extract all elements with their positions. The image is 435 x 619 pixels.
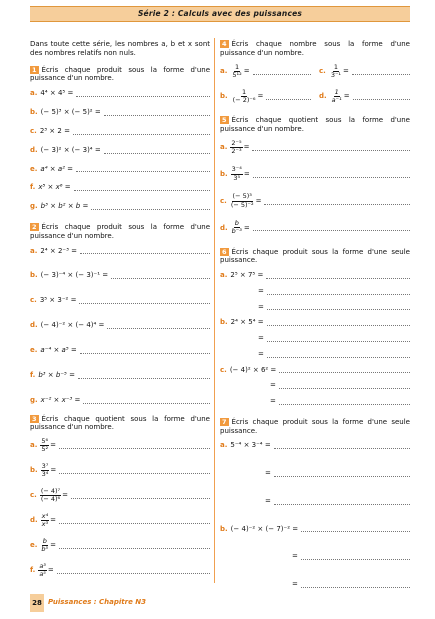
denominator: (− 2)⁻⁶ xyxy=(232,95,256,104)
answer-line[interactable] xyxy=(220,287,410,296)
item-label: b. xyxy=(30,271,38,280)
expression: 2³ × 2 = xyxy=(39,126,70,135)
answer-dots[interactable] xyxy=(264,198,410,205)
equals-sign: = xyxy=(255,196,262,205)
denominator: x³ xyxy=(41,519,49,528)
expression: x⁵ × x⁶ = xyxy=(38,183,71,192)
answer-line[interactable] xyxy=(30,538,210,553)
exercise-5-items xyxy=(220,140,410,236)
denominator: (− 5)⁻² xyxy=(230,200,254,209)
exercise-number: 6 xyxy=(222,247,227,256)
denominator: 3⁻¹ xyxy=(330,70,341,79)
item-label: a. xyxy=(220,271,228,280)
item-label: g. xyxy=(30,395,38,404)
fraction xyxy=(231,220,243,235)
answer-dots[interactable] xyxy=(74,184,210,191)
exercise-number: 7 xyxy=(222,417,227,426)
exercise-instruction: Écris chaque produit sous la forme d'une puissance d'un nombre. xyxy=(30,65,210,83)
item-label: b. xyxy=(220,169,228,178)
numerator: (− 5)³ xyxy=(232,192,252,201)
exercise-4-heading xyxy=(220,40,410,58)
expression: (− 5)³ × (− 5)² = xyxy=(40,107,101,116)
answer-line[interactable] xyxy=(30,89,210,98)
equals-sign: = xyxy=(343,92,350,101)
equals-sign: = xyxy=(243,66,250,75)
item-label: g. xyxy=(30,202,38,211)
answer-dots[interactable] xyxy=(279,382,410,389)
answer-line[interactable] xyxy=(30,296,210,305)
expression: 2⁴ × 2⁻³ = xyxy=(40,246,78,255)
item-label: b. xyxy=(220,524,228,533)
item-label: c. xyxy=(30,296,37,305)
answer-line[interactable] xyxy=(220,220,410,235)
item-label: a. xyxy=(30,246,38,255)
answer-dots[interactable] xyxy=(111,272,210,279)
left-column xyxy=(30,40,210,578)
intro-text: Dans toute cette série, les nombres a, b et x sont des nombres relatifs non nuls. xyxy=(30,40,210,57)
answer-dots[interactable] xyxy=(104,147,210,154)
answer-dots[interactable] xyxy=(279,398,410,405)
answer-dots[interactable] xyxy=(59,442,210,449)
exercise-instruction: Écris chaque produit sous la forme d'une seule puissance. xyxy=(220,247,410,265)
series-title: Série 2 : Calculs avec des puissances xyxy=(30,6,410,22)
answer-dots[interactable] xyxy=(104,109,210,116)
denominator: a⁻¹ xyxy=(331,95,342,104)
item-label: c. xyxy=(30,126,37,135)
expression: (− 3)⁻⁴ × (− 3)⁻¹ = xyxy=(40,271,109,280)
answer-line[interactable] xyxy=(220,350,410,359)
denominator: 2⁻³ xyxy=(231,146,242,155)
answer-line[interactable] xyxy=(220,525,410,534)
answer-line[interactable] xyxy=(30,271,210,280)
exercise-7-items xyxy=(220,441,410,589)
numerator: 3⁻⁴ xyxy=(231,165,242,174)
answer-line[interactable] xyxy=(30,563,210,578)
answer-dots[interactable] xyxy=(80,347,210,354)
expression: x⁻² × x⁻³ = xyxy=(40,395,81,404)
answer-line[interactable] xyxy=(220,89,311,104)
answer-dots[interactable] xyxy=(274,498,410,505)
answer-dots[interactable] xyxy=(253,171,410,178)
answer-line[interactable] xyxy=(220,552,410,561)
expression: 2⁴ × 5⁴ = xyxy=(230,318,264,327)
item-label: a. xyxy=(30,89,38,97)
answer-dots[interactable] xyxy=(253,224,410,231)
equals-sign: = xyxy=(243,169,250,178)
exercise-3-heading xyxy=(30,415,210,433)
equals-sign: = xyxy=(258,286,264,295)
answer-dots[interactable] xyxy=(267,303,410,310)
answer-line[interactable] xyxy=(30,438,210,453)
answer-line[interactable] xyxy=(319,64,410,79)
answer-dots[interactable] xyxy=(59,517,210,524)
fraction xyxy=(40,488,61,503)
answer-line[interactable] xyxy=(220,166,410,181)
equals-sign: = xyxy=(50,466,57,475)
item-label: d. xyxy=(30,516,38,525)
page-footer xyxy=(30,594,230,612)
item-label: d. xyxy=(30,321,38,330)
denominator: 3⁴ xyxy=(41,470,49,479)
chapter-title: Puissances : Chapitre N3 xyxy=(48,598,147,606)
numerator: 3⁷ xyxy=(41,461,49,470)
equals-sign: = xyxy=(292,580,298,589)
exercise-1-heading xyxy=(30,66,210,84)
answer-line[interactable] xyxy=(220,397,410,406)
answer-dots[interactable] xyxy=(59,467,210,474)
numerator: 1 xyxy=(333,62,338,71)
expression: (− 4)² × 6² = xyxy=(229,365,277,374)
exercise-6-items xyxy=(220,271,410,406)
item-label: e. xyxy=(30,346,38,354)
equals-sign: = xyxy=(47,565,54,574)
answer-line[interactable] xyxy=(220,334,410,343)
exercise-number: 3 xyxy=(32,414,37,423)
item-label: f. xyxy=(30,183,36,192)
item-label: b. xyxy=(30,466,38,475)
answer-line[interactable] xyxy=(30,247,210,256)
item-label: f. xyxy=(30,370,36,379)
answer-line[interactable] xyxy=(220,580,410,589)
denominator: b⁵ xyxy=(41,544,49,553)
answer-dots[interactable] xyxy=(107,322,210,329)
fraction xyxy=(231,166,243,181)
column-divider xyxy=(214,38,215,583)
item-label: e. xyxy=(30,164,38,173)
answer-dots[interactable] xyxy=(266,93,311,100)
equals-sign: = xyxy=(257,92,264,101)
equals-sign: = xyxy=(258,349,264,358)
item-label: f. xyxy=(30,565,36,574)
answer-line[interactable] xyxy=(220,497,410,506)
denominator: a⁵ xyxy=(39,569,46,578)
exercise-5-heading xyxy=(220,116,410,134)
fraction xyxy=(232,89,257,104)
denominator: 3⁵ xyxy=(233,173,241,182)
equals-sign: = xyxy=(343,66,349,75)
equals-sign: = xyxy=(270,397,276,406)
numerator: b xyxy=(42,536,47,545)
expression: a⁻⁴ × a⁵ = xyxy=(40,346,77,354)
numerator: 1 xyxy=(334,87,339,96)
item-label: a. xyxy=(220,142,228,151)
answer-dots[interactable] xyxy=(301,553,410,560)
expression: 2⁵ × 7⁵ = xyxy=(230,271,264,280)
expression: (− 4)⁻² × (− 7)⁻² = xyxy=(230,524,299,533)
answer-line[interactable] xyxy=(220,193,410,208)
exercise-number: 2 xyxy=(32,223,37,231)
answer-line[interactable] xyxy=(30,146,210,155)
answer-line[interactable] xyxy=(220,469,410,478)
item-label: e. xyxy=(30,541,38,550)
exercise-1-items xyxy=(30,89,210,211)
exercise-7-heading xyxy=(220,418,410,436)
expression: b³ × b⁻⁵ = xyxy=(38,370,75,379)
equals-sign: = xyxy=(62,491,69,500)
exercise-number: 5 xyxy=(222,116,227,125)
answer-line[interactable] xyxy=(220,140,410,155)
item-label: c. xyxy=(319,66,326,75)
item-label: b. xyxy=(30,107,38,116)
answer-dots[interactable] xyxy=(73,128,210,135)
expression: (− 4)⁻² × (− 4)⁴ = xyxy=(40,321,105,330)
expression: b³ × b² × b = xyxy=(40,202,89,211)
denominator: (− 4)⁶ xyxy=(40,495,61,504)
answer-dots[interactable] xyxy=(79,297,210,304)
answer-dots[interactable] xyxy=(267,335,410,342)
answer-dots[interactable] xyxy=(76,165,210,172)
denominator: 5² xyxy=(41,445,49,454)
numerator: x⁴ xyxy=(41,511,49,520)
exercise-instruction: Écris chaque nombre sous la forme d'une puissance d'un nombre. xyxy=(220,40,410,57)
answer-line[interactable] xyxy=(319,89,410,104)
numerator: b xyxy=(234,219,239,228)
denominator: 5¹² xyxy=(232,70,242,79)
answer-line[interactable] xyxy=(220,64,311,79)
answer-dots[interactable] xyxy=(80,247,210,254)
answer-dots[interactable] xyxy=(83,397,210,404)
answer-dots[interactable] xyxy=(91,203,210,210)
equals-sign: = xyxy=(265,496,271,505)
denominator: b⁻³ xyxy=(231,227,242,236)
expression: 3⁵ × 3⁻² = xyxy=(39,296,77,305)
fraction xyxy=(40,438,49,453)
fraction xyxy=(330,64,342,79)
answer-dots[interactable] xyxy=(267,351,410,358)
answer-dots[interactable] xyxy=(76,90,210,97)
numerator: 1 xyxy=(235,62,240,71)
fraction xyxy=(331,89,343,104)
exercise-number: 4 xyxy=(222,40,227,48)
exercise-instruction: Écris chaque produit sous la forme d'une seule puissance. xyxy=(220,417,410,435)
fraction xyxy=(41,513,49,528)
numerator: (− 4)⁷ xyxy=(40,486,61,495)
equals-sign: = xyxy=(292,552,298,561)
answer-line[interactable] xyxy=(220,271,410,280)
answer-dots[interactable] xyxy=(353,93,410,100)
equals-sign: = xyxy=(258,334,264,343)
answer-line[interactable] xyxy=(30,165,210,174)
answer-line[interactable] xyxy=(30,127,210,136)
exercise-3-items xyxy=(30,438,210,578)
answer-line[interactable] xyxy=(30,202,210,211)
answer-line[interactable] xyxy=(30,513,210,528)
answer-dots[interactable] xyxy=(266,272,410,279)
equals-sign: = xyxy=(50,516,56,525)
answer-dots[interactable] xyxy=(252,144,410,151)
exercise-2-items xyxy=(30,247,210,405)
answer-line[interactable] xyxy=(30,488,210,503)
answer-dots[interactable] xyxy=(279,366,410,373)
equals-sign: = xyxy=(265,469,271,478)
page-number: 28 xyxy=(30,594,44,612)
answer-dots[interactable] xyxy=(59,542,210,549)
answer-line[interactable] xyxy=(220,318,410,327)
answer-dots[interactable] xyxy=(352,68,410,75)
item-label: b. xyxy=(220,318,228,327)
answer-dots[interactable] xyxy=(267,319,410,326)
item-label: d. xyxy=(319,92,327,101)
equals-sign: = xyxy=(270,381,276,390)
item-label: d. xyxy=(220,223,228,232)
fraction xyxy=(230,193,255,208)
answer-line[interactable] xyxy=(220,366,410,375)
answer-line[interactable] xyxy=(220,303,410,312)
equals-sign: = xyxy=(50,441,57,450)
fraction xyxy=(40,538,49,553)
answer-line[interactable] xyxy=(30,396,210,405)
equals-sign: = xyxy=(243,223,250,232)
answer-line[interactable] xyxy=(30,183,210,192)
answer-line[interactable] xyxy=(30,371,210,380)
item-label: b. xyxy=(220,92,228,101)
item-label: a. xyxy=(220,441,228,450)
fraction xyxy=(38,563,47,578)
answer-dots[interactable] xyxy=(71,492,210,499)
answer-line[interactable] xyxy=(30,108,210,117)
answer-dots[interactable] xyxy=(57,567,210,574)
answer-dots[interactable] xyxy=(274,442,410,449)
exercise-instruction: Écris chaque produit sous la forme d'une puissance d'un nombre. xyxy=(30,223,210,240)
exercise-instruction: Écris chaque quotient sous la forme d'une puissance d'un nombre. xyxy=(30,414,210,432)
equals-sign: = xyxy=(50,541,57,550)
numerator: 1 xyxy=(241,87,247,96)
right-column xyxy=(220,40,410,589)
exercise-2-heading xyxy=(30,223,210,241)
expression: 4⁴ × 4⁵ = xyxy=(40,89,74,97)
fraction xyxy=(41,463,50,478)
numerator: a³ xyxy=(39,561,46,570)
expression: 5⁻⁴ × 3⁻⁴ = xyxy=(230,441,271,450)
numerator: 5⁶ xyxy=(41,437,49,445)
answer-dots[interactable] xyxy=(78,372,210,379)
exercise-4-items xyxy=(220,64,410,105)
equals-sign: = xyxy=(258,302,264,311)
numerator: 2⁻⁵ xyxy=(231,138,242,147)
expression: (− 3)² × (− 3)⁴ = xyxy=(40,145,101,154)
answer-dots[interactable] xyxy=(301,581,410,588)
item-label: a. xyxy=(220,66,228,75)
answer-dots[interactable] xyxy=(253,68,311,75)
exercise-number: 1 xyxy=(32,65,37,74)
fraction xyxy=(230,140,242,155)
answer-line[interactable] xyxy=(220,441,410,450)
answer-line[interactable] xyxy=(30,463,210,478)
answer-line[interactable] xyxy=(30,321,210,330)
answer-line[interactable] xyxy=(30,346,210,355)
answer-dots[interactable] xyxy=(274,470,410,477)
answer-dots[interactable] xyxy=(267,288,410,295)
answer-line[interactable] xyxy=(220,381,410,390)
exercise-instruction: Écris chaque quotient sous la forme d'une puissance d'un nombre. xyxy=(220,116,410,133)
equals-sign: = xyxy=(243,142,250,151)
fraction xyxy=(231,64,242,79)
exercise-6-heading xyxy=(220,248,410,266)
item-label: a. xyxy=(30,441,38,450)
item-label: c. xyxy=(220,365,227,374)
item-label: d. xyxy=(30,145,38,154)
item-label: c. xyxy=(30,491,37,500)
answer-dots[interactable] xyxy=(301,525,410,532)
expression: a⁴ × a² = xyxy=(40,164,74,173)
item-label: c. xyxy=(220,196,227,205)
